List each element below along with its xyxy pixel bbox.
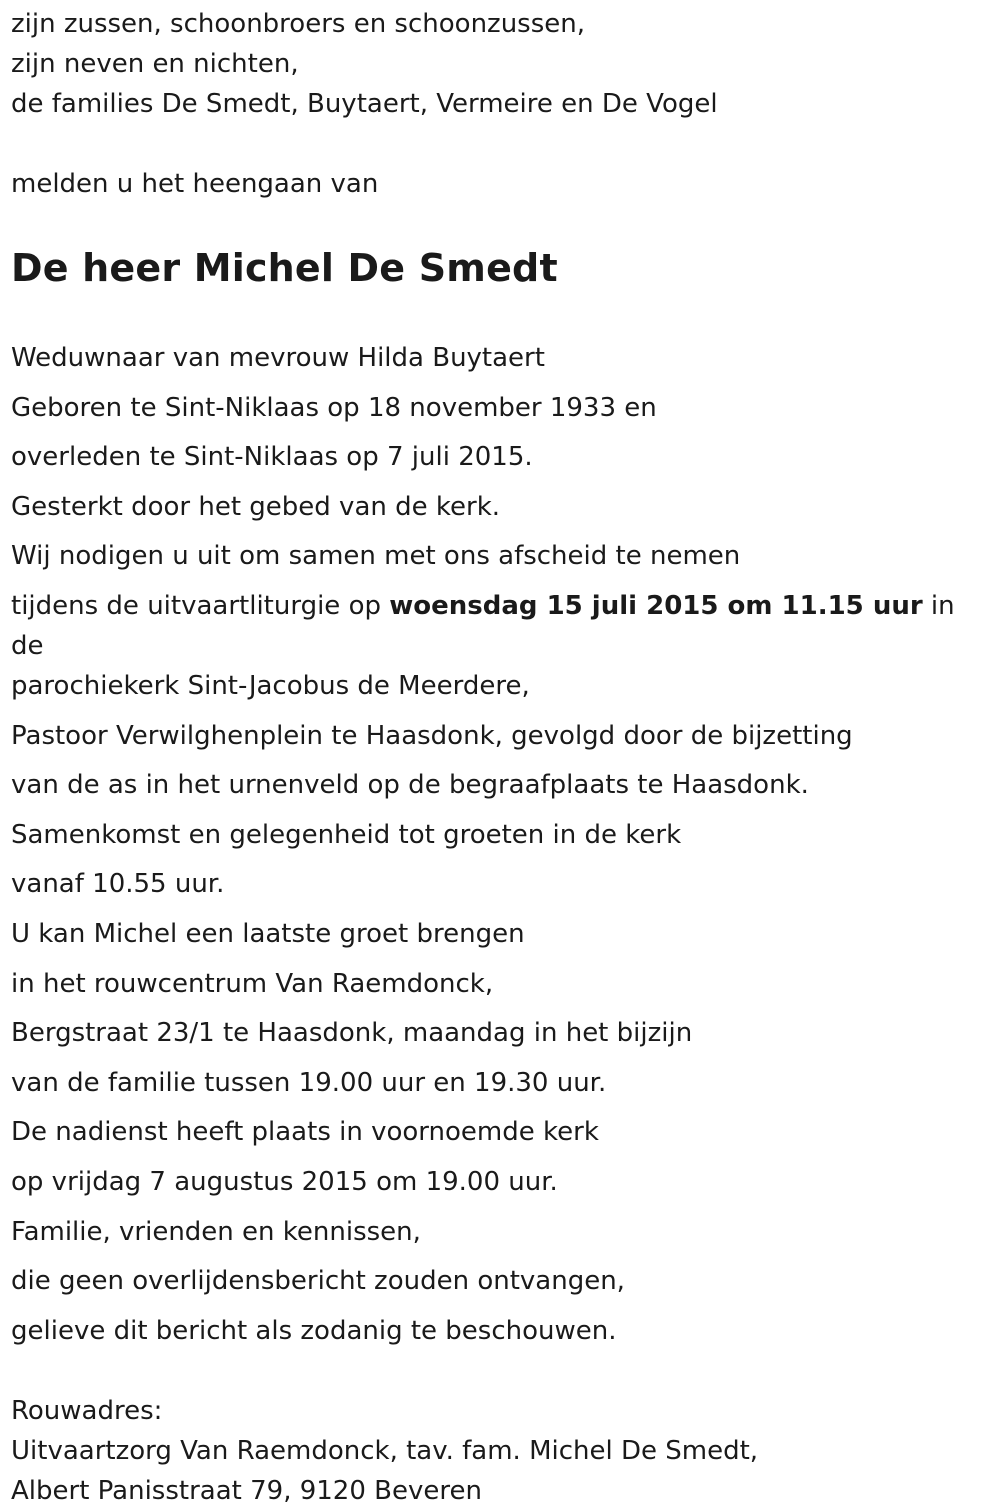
notice-request-line: gelieve dit bericht als zodanig te beschouwen. [11,1315,617,1346]
funeral-home-address-line: Bergstraat 23/1 te Haasdonk, maandag in het bijzijn [11,1018,693,1049]
widower-line: Weduwnaar van mevrouw Hilda Buytaert [11,343,545,373]
gathering-time-line: vanaf 10.55 uur. [11,869,225,900]
invitation-line: Wij nodigen u uit om samen met ons afscheid te nemen [11,541,741,572]
address-line-1: Uitvaartzorg Van Raemdonck, tav. fam. Michel De Smedt, [11,1435,759,1466]
death-line: overleden te Sint-Niklaas op 7 juli 2015. [11,442,533,473]
funeral-home-line: in het rouwcentrum Van Raemdonck, [11,968,494,999]
urn-field-line: van de as in het urnenveld op de begraafplaats te Haasdonk. [11,770,809,801]
funeral-service-datetime: woensdag 15 juli 2015 om 11.15 uur [389,590,923,621]
gathering-line: Samenkomst en gelegenheid tot groeten in de kerk [11,819,682,850]
sacrament-line: Gesterkt door het gebed van de kerk. [11,491,501,522]
funeral-service-prefix: tijdens de uitvaartliturgie op [11,590,390,621]
farewell-line: U kan Michel een laatste groet brengen [11,918,525,949]
family-list [11,4,991,124]
notice-condition-line: die geen overlijdensbericht zouden ontvangen, [11,1266,625,1297]
family-line-1: zijn zussen, schoonbroers en schoonzussen, [11,9,586,39]
birth-line: Geboren te Sint-Niklaas op 18 november 1933 en [11,392,657,423]
obituary-details [11,338,991,1351]
memorial-service-line: De nadienst heeft plaats in voornoemde kerk [11,1117,599,1148]
condolence-address [11,1391,991,1511]
church-location-line: Pastoor Verwilghenplein te Haasdonk, gevolgd door de bijzetting [11,720,853,751]
family-line-2: zijn neven en nichten, [11,49,299,79]
deceased-name: De heer Michel De Smedt [11,246,558,290]
funeral-service-suffix: in de [11,590,955,661]
address-line-2: Albert Panisstraat 79, 9120 Beveren [11,1475,482,1506]
visitation-time-line: van de familie tussen 19.00 uur en 19.30 uur. [11,1067,607,1098]
memorial-service-date-line: op vrijdag 7 augustus 2015 om 19.00 uur. [11,1166,558,1197]
announcement-text: melden u het heengaan van [11,169,379,199]
family-line-3: de families De Smedt, Buytaert, Vermeire en De Vogel [11,89,718,119]
funeral-church-line: parochiekerk Sint-Jacobus de Meerdere, [11,670,530,701]
funeral-service-line [11,586,991,706]
address-label: Rouwadres: [11,1395,163,1426]
obituary-notice [11,0,991,1511]
notice-audience-line: Familie, vrienden en kennissen, [11,1216,421,1247]
